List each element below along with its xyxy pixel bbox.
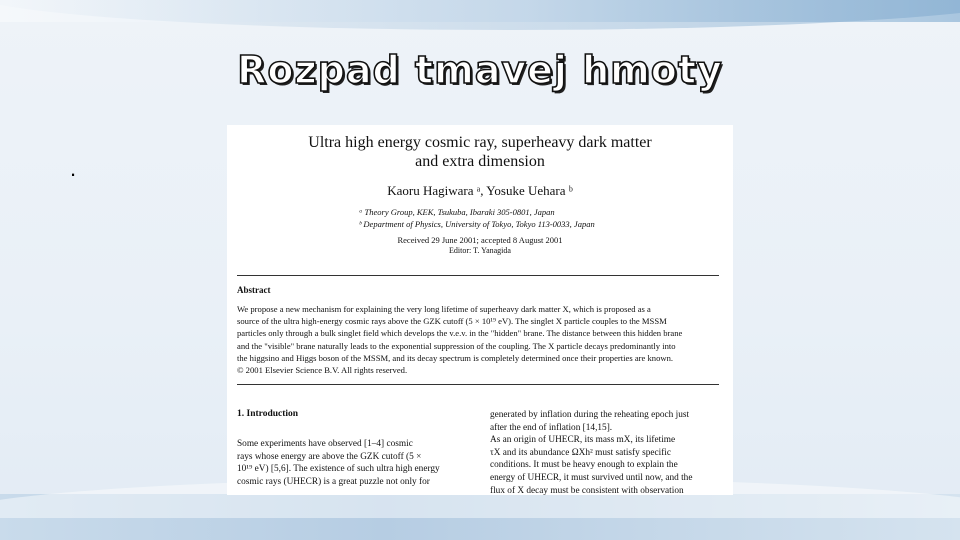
paper-title-line-1: Ultra high energy cosmic ray, superheavy dark matter <box>308 134 652 151</box>
text-line: 10¹⁹ eV) [5,6]. The existence of such ultra high energy <box>237 464 440 475</box>
text-line: Some experiments have observed [1–4] cosmic <box>237 439 413 449</box>
text-line: conditions. It must be heavy enough to explain the <box>490 460 678 471</box>
text-line: τX and its abundance ΩXh² must satisfy specific <box>490 447 671 458</box>
text-line: As an origin of UHECR, its mass mX, its lifetime <box>490 435 676 446</box>
paper-dates: Received 29 June 2001; accepted 8 August 2001 <box>397 235 563 245</box>
intro-heading: 1. Introduction <box>237 409 299 419</box>
abstract-line: source of the ultra high-energy cosmic rays above the GZK cutoff (5 × 10¹⁹ eV). The singlet X particle couples to the MSSM <box>237 316 667 327</box>
left-column-text <box>237 438 466 488</box>
text-line: rays whose energy are above the GZK cutoff (5 × <box>237 451 422 462</box>
paper-editor: Editor: T. Yanagida <box>449 246 511 255</box>
slide-title: Rozpad tmavej hmoty <box>237 48 723 92</box>
text-line: generated by inflation during the reheating epoch just <box>490 410 690 420</box>
text-line: after the end of inflation [14,15]. <box>490 422 613 433</box>
affiliation-b: ᵇ Department of Physics, University of Tokyo, Tokyo 113-0033, Japan <box>359 219 595 229</box>
text-line: cosmic rays (UHECR) is a great puzzle not only for <box>237 476 430 487</box>
text-line: flux of X decay must be consistent with observation <box>490 485 684 495</box>
paper-authors: Kaoru Hagiwara ᵃ, Yosuke Uehara ᵇ <box>387 183 573 198</box>
text-line: energy of UHECR, it must survived until now, and the <box>490 472 693 483</box>
paper-title-line-2: and extra dimension <box>415 153 545 170</box>
abstract-line: the higgsino and Higgs boson of the MSSM, and its decay spectrum is completely determined once their properties are known. <box>237 352 674 363</box>
paper-title <box>227 133 733 171</box>
top-decor-swoosh <box>0 0 960 30</box>
divider <box>237 275 719 276</box>
bullet-point: . <box>70 156 77 181</box>
abstract-line: We propose a new mechanism for explaining the very long lifetime of superheavy dark matter X, which is proposed as a <box>237 304 651 314</box>
abstract-heading: Abstract <box>237 285 271 295</box>
affiliation-a: ᵃ Theory Group, KEK, Tsukuba, Ibaraki 305-0801, Japan <box>359 207 555 217</box>
abstract-line: © 2001 Elsevier Science B.V. All rights reserved. <box>237 365 408 376</box>
divider <box>237 384 719 385</box>
paper-excerpt-image <box>227 125 733 495</box>
abstract-line: particles only through a bulk singlet field which develops the v.e.v. in the "hidden" brane. The distance between this hidden brane <box>237 328 683 339</box>
abstract-text <box>237 303 719 376</box>
right-column-text <box>490 409 719 495</box>
abstract-line: and the "visible" brane naturally leads to the exponential suppression of the coupling. The X particle decays predominantly into <box>237 340 676 351</box>
